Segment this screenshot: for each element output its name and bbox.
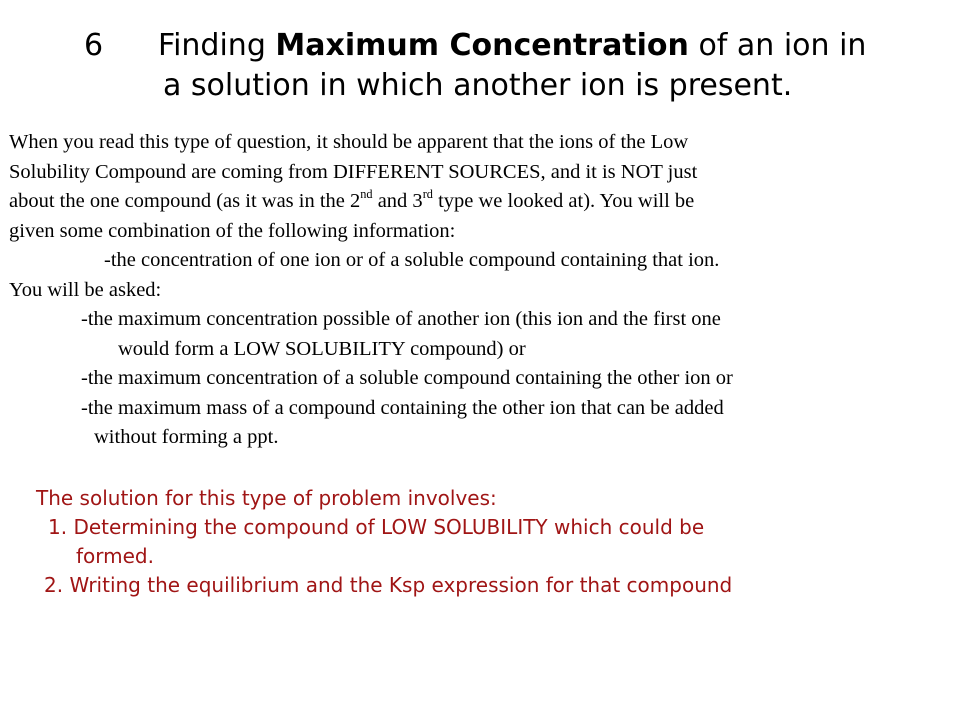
title-number: 6 <box>84 28 104 63</box>
body-fragment: type we looked at). You will be <box>432 190 695 212</box>
title-line-1 <box>60 26 920 66</box>
superscript-rd: rd <box>422 186 433 201</box>
step-1: 1. Determining the compound of LOW SOLUBILITY which could be <box>48 515 705 539</box>
title-text-post: of an ion in <box>688 28 867 63</box>
asked-item-2: -the maximum concentration of a soluble compound containing the other ion or <box>81 367 733 389</box>
title-text-bold: Maximum Concentration <box>275 28 689 63</box>
step-1-continued: formed. <box>76 544 154 568</box>
slide-title <box>60 26 920 106</box>
steps-intro: The solution for this type of problem involves: <box>36 486 497 510</box>
step-2: 2. Writing the equilibrium and the Ksp expression for that compound <box>44 573 733 597</box>
body-line: given some combination of the following information: <box>9 219 456 242</box>
body-fragment: about the one compound (as it was in the 2 <box>9 190 361 212</box>
body-text <box>9 128 949 453</box>
asked-item-1-continued: would form a LOW SOLUBILITY compound) or <box>118 337 526 360</box>
solution-steps <box>36 484 936 600</box>
asked-item-1: -the maximum concentration possible of another ion (this ion and the first one <box>81 308 721 330</box>
body-line <box>9 187 949 217</box>
superscript-nd: nd <box>360 186 373 201</box>
asked-item-3: -the maximum mass of a compound containing the other ion that can be added <box>81 396 724 419</box>
title-text-pre: Finding <box>158 28 276 63</box>
asked-intro: You will be asked: <box>9 278 162 301</box>
asked-item-3-continued: without forming a ppt. <box>94 426 279 448</box>
body-line: When you read this type of question, it should be apparent that the ions of the Low <box>9 131 689 153</box>
body-line: Solubility Compound are coming from DIFFERENT SOURCES, and it is NOT just <box>9 160 698 183</box>
title-line-2: a solution in which another ion is present. <box>163 68 793 103</box>
given-item: -the concentration of one ion or of a soluble compound containing that ion. <box>104 249 720 271</box>
body-fragment: and 3 <box>372 190 423 212</box>
